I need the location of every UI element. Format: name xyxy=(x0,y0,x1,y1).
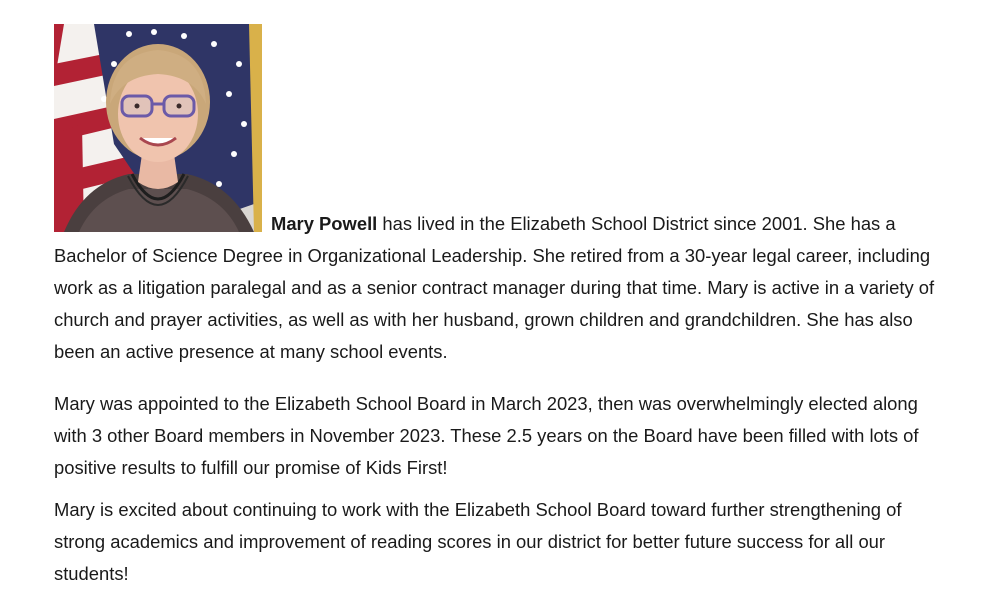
person-name: Mary Powell xyxy=(271,213,378,234)
bio-paragraph-3: Mary is excited about continuing to work with the Elizabeth School Board toward further strengthening of strong academics and improvement of reading scores in our district for better future success for all our students! xyxy=(54,499,902,584)
bio-paragraph-1 xyxy=(54,208,954,368)
portrait-photo xyxy=(54,24,262,232)
portrait-image xyxy=(54,24,262,232)
bio-paragraph-2: Mary was appointed to the Elizabeth School Board in March 2023, then was overwhelmingly elected along with 3 other Board members in November 2023. These 2.5 years on the Board have been filled with lots of positive results to fulfill our promise of Kids First! xyxy=(54,393,919,478)
bio-paragraph-1-text: has lived in the Elizabeth School District since 2001. She has a Bachelor of Science Degree in Organizational Leadership. She retired from a 30-year legal career, including work as a litigation paralegal and as a senior contract manager during that time. Mary is active in a variety of church and prayer activities, as well as with her husband, grown children and grandchildren. She has also been an active presence at many school events. xyxy=(54,213,935,362)
